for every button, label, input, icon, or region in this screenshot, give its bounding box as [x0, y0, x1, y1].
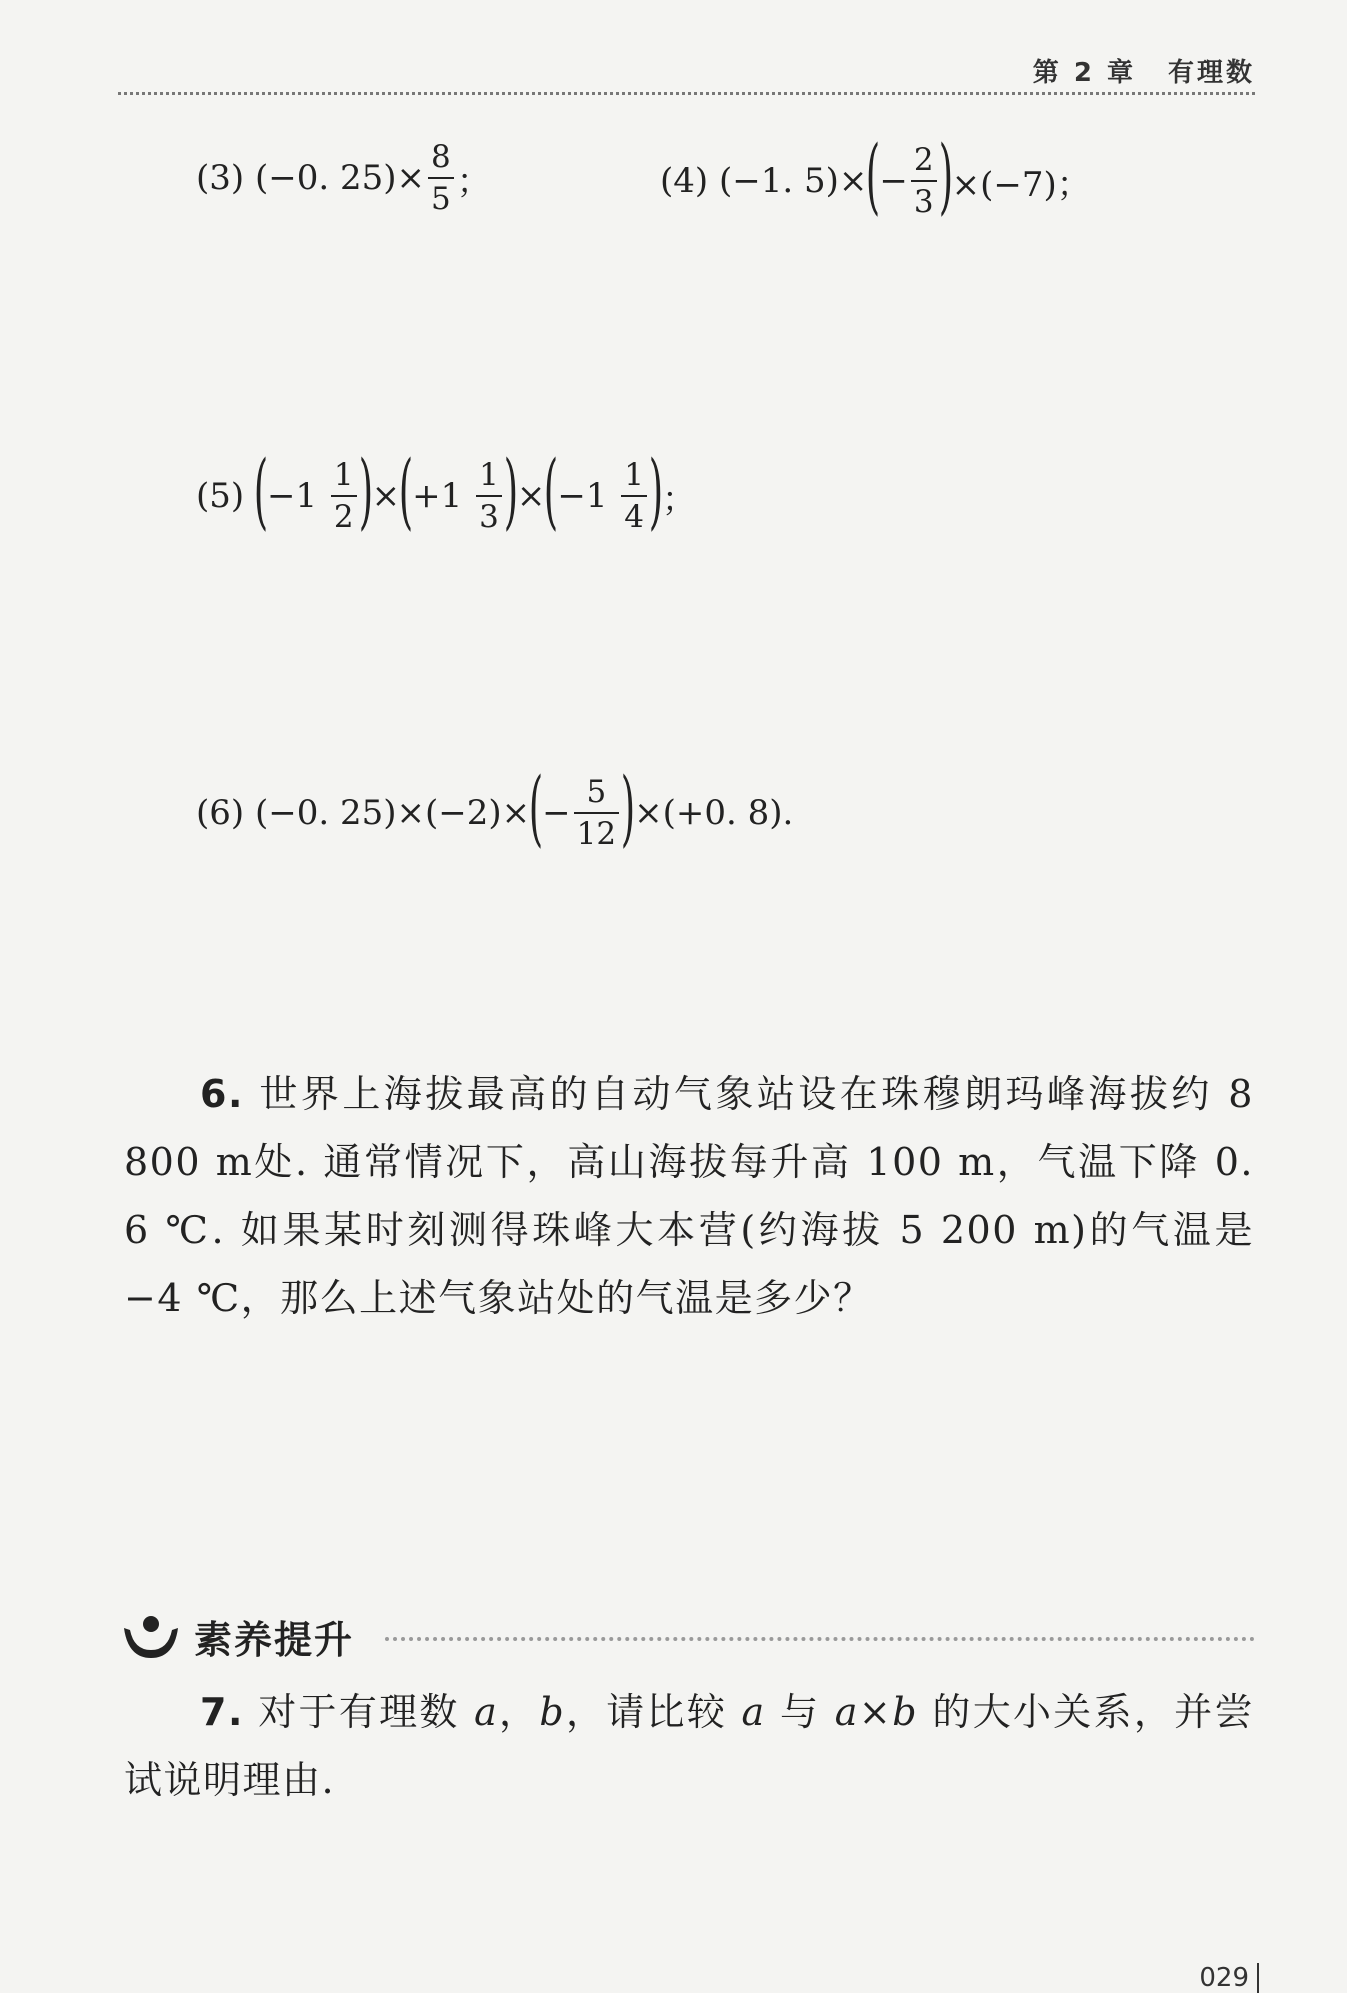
left-paren: (	[253, 444, 269, 539]
var-a: a	[834, 1690, 859, 1734]
problem-6	[196, 761, 794, 856]
page-header	[1033, 52, 1255, 89]
right-paren: )	[358, 444, 373, 539]
times-sign: ×	[371, 476, 401, 516]
q7-text-2: ，请比较	[565, 1690, 742, 1734]
section-heading	[120, 1608, 354, 1664]
fraction-numerator: 1	[624, 456, 644, 493]
fraction-denominator: 3	[476, 495, 502, 534]
question-7	[124, 1678, 1254, 1814]
fraction-denominator: 2	[331, 495, 357, 534]
problem-6-term: (−0. 25)×(−2)×	[254, 793, 531, 833]
left-paren: (	[866, 129, 881, 224]
minus-sign: −	[542, 793, 571, 833]
fraction-numerator: 1	[479, 456, 499, 493]
right-paren: )	[620, 761, 636, 856]
problem-4-label: (4)	[660, 161, 709, 201]
problem-3-fraction	[428, 140, 454, 216]
var-a: a	[741, 1690, 766, 1734]
fraction-numerator: 8	[431, 139, 451, 175]
problem-3-label: (3)	[196, 158, 245, 199]
problem-6-label: (6)	[196, 793, 245, 833]
var-a: a	[474, 1690, 499, 1734]
problem-3-term: (−0. 25)×	[254, 158, 426, 199]
header-divider	[118, 92, 1255, 95]
q7-text-4: 的大小关系，并尝试说明理由.	[124, 1690, 1254, 1802]
problem-4-fraction	[911, 143, 937, 219]
left-paren: (	[528, 761, 544, 856]
q7-times: ×	[858, 1690, 893, 1734]
fraction-denominator: 5	[428, 177, 454, 216]
var-b: b	[539, 1690, 566, 1734]
question-6	[124, 1060, 1254, 1332]
question-6-number: 6.	[200, 1072, 244, 1116]
minus-sign: −	[879, 161, 908, 201]
fraction-numerator: 2	[913, 141, 934, 178]
q7-text-1: 对于有理数	[258, 1690, 475, 1734]
right-paren: )	[503, 444, 519, 539]
section-logo-icon	[120, 1608, 182, 1664]
times-sign: ×	[516, 476, 546, 516]
mixed-whole: −1	[557, 476, 608, 516]
problem-5-label: (5)	[196, 476, 245, 516]
mixed-number-1	[267, 458, 360, 534]
problem-6-fraction	[574, 775, 619, 851]
var-b: b	[892, 1690, 919, 1734]
fraction-denominator: 3	[911, 180, 937, 219]
problem-3-end: ；	[456, 161, 491, 202]
problem-5	[196, 444, 696, 539]
left-paren: (	[398, 444, 414, 539]
problem-4-term: (−1. 5)×	[718, 161, 868, 201]
right-paren: )	[648, 444, 664, 539]
mixed-number-2	[412, 458, 505, 534]
problem-3	[196, 140, 491, 216]
fraction-numerator: 1	[333, 456, 354, 493]
chapter-title: 有理数	[1167, 58, 1255, 88]
page-number: 029	[1199, 1963, 1259, 1993]
fraction-denominator: 4	[621, 495, 647, 534]
right-paren: )	[938, 129, 953, 224]
q7-text-3: 与	[765, 1690, 835, 1734]
fraction-denominator: 12	[574, 812, 619, 851]
problem-6-tail: ×(+0. 8).	[634, 793, 794, 833]
problem-5-end: ；	[662, 479, 696, 520]
question-7-number: 7.	[200, 1690, 244, 1734]
left-paren: (	[544, 444, 559, 539]
problem-4-tail: ×(−7)；	[951, 164, 1091, 205]
mixed-whole: −1	[266, 476, 318, 516]
fraction-numerator: 5	[586, 773, 607, 810]
problem-4	[660, 129, 1091, 224]
mixed-fraction	[621, 458, 647, 534]
mixed-number-3	[557, 458, 650, 534]
mixed-fraction	[331, 458, 357, 534]
section-dotted-rule	[385, 1637, 1255, 1641]
question-6-text: 世界上海拔最高的自动气象站设在珠穆朗玛峰海拔约 8 800 m处. 通常情况下，高山海拔每升高 100 m，气温下降 0. 6 ℃. 如果某时刻测得珠峰大本营(约海拔 5 200 m)的气温是−4 ℃，那么上述气象站处的气温是多少？	[124, 1072, 1254, 1320]
mixed-fraction	[476, 458, 502, 534]
chapter-label: 第 2 章	[1032, 58, 1136, 88]
mixed-whole: +1	[412, 476, 463, 516]
section-title: 素养提升	[194, 1617, 355, 1662]
q7-comma: ，	[498, 1690, 540, 1734]
